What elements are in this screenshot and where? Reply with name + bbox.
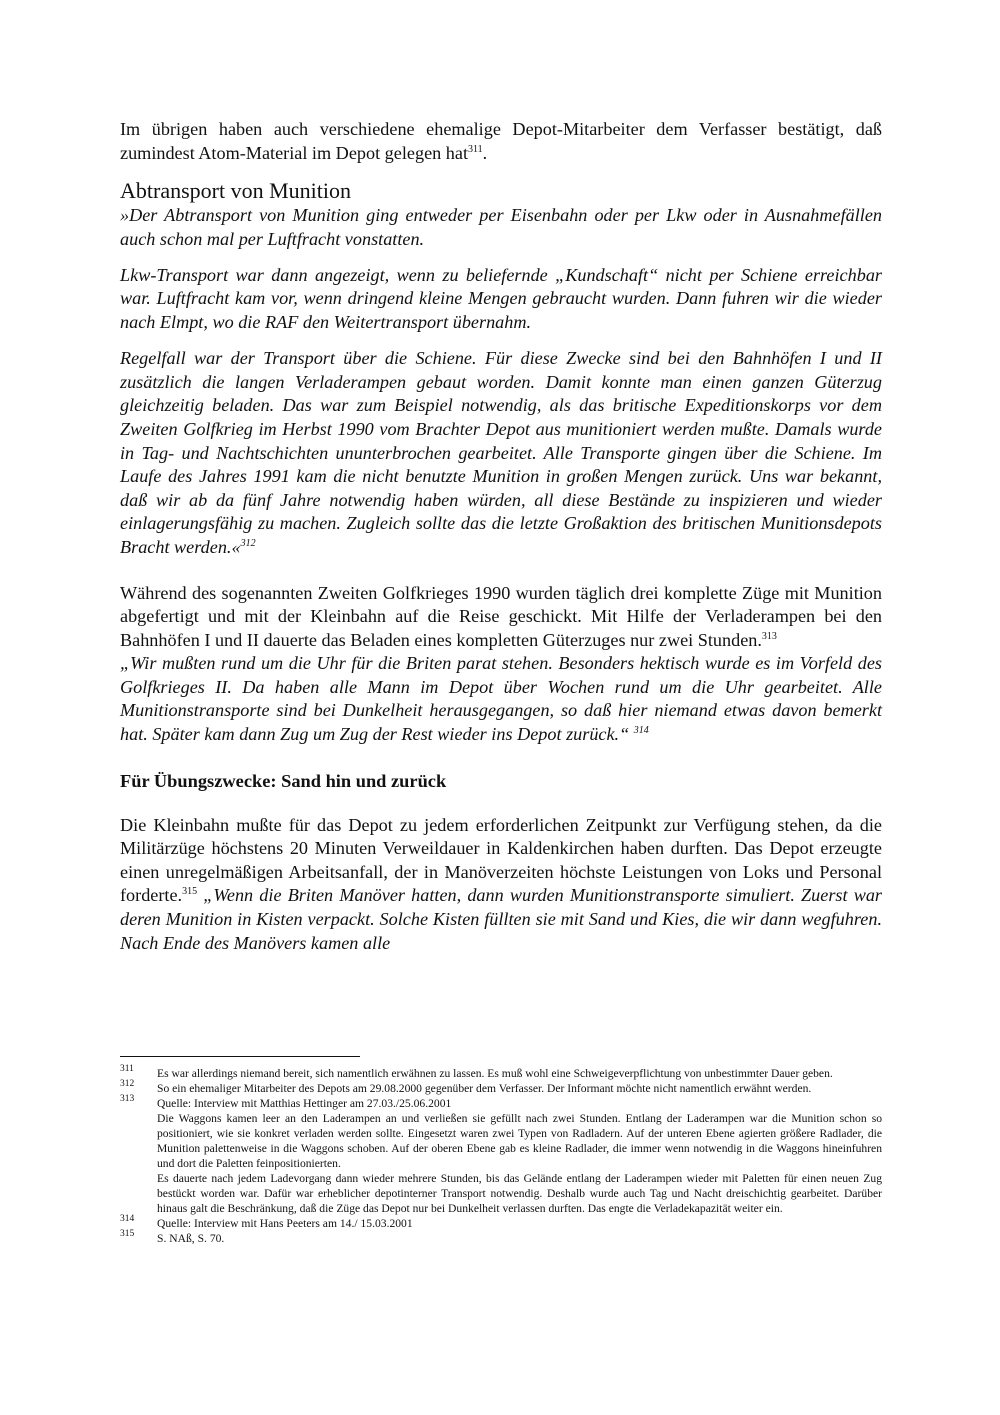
footnote-ref-313[interactable]: 313 [761,630,777,642]
footnote-number: 312 [120,1079,135,1089]
heading-abtransport: Abtransport von Munition [120,178,351,204]
footnote-315 [120,1231,882,1246]
quote-paragraph-2: Lkw-Transport war dann angezeigt, wenn zu beliefernde „Kundschaft“ nicht per Schiene erreichbar war. Luftfracht kam vor, wenn dringend kleine Mengen gebraucht wurden. Dann fuhren wir die wieder nach Elmpt, wo die RAF den Weitertransport übernahm. [120,264,882,333]
quote-paragraph-1: »Der Abtransport von Munition ging entweder per Eisenbahn oder per Lkw oder in Ausnahmefällen auch schon mal per Luftfracht vonstatten. [120,205,882,249]
footnote-313 [120,1096,882,1216]
golfkrieg-paragraph: Während des sogenannten Zweiten Golfkrieges 1990 wurden täglich drei komplette Züge mit Munition abgefertigt und mit der Kleinbahn auf die Reise geschickt. Mit Hilfe der Verladerampen bei den Bahnhöfen I und II dauerte das Beladen eines kompletten Güterzuges nur zwei Stunden.$^{313}$ [120,582,882,650]
intro-paragraph: Im übrigen haben auch verschiedene ehemalige Depot-Mitarbeiter dem Verfasser bestätigt, daß zumindest Atom-Material im Depot gelegen hat$^{311}$. [120,119,882,163]
footnote-text: S. NAß, S. 70. [157,1232,225,1245]
footnote-text: Es war allerdings niemand bereit, sich namentlich erwähnen zu lassen. Es muß wohl eine Schweigeverpflichtung von unbestimmter Dauer geben. [157,1067,833,1080]
footnote-ref-314[interactable]: 314 [633,725,649,736]
footnote-text: Die Waggons kamen leer an den Laderampen an und verließen sie gefüllt nach zwei Stunden. Entlang der Laderampen war die Munition schon so positioniert, wie sie konkret verladen werden sollte. Eingesetzt waren zwei Typen von Radladern. Auf der unteren Ebene agierten größere Radlader, die Munition palettenweise in die Waggons schoben. Auf der oberen Ebene gab es kleine Radlader, die immer wenn notwendig in die Waggons hineinfuhren und dort die Paletten feinpositionierten. [157,1112,882,1170]
footnote-312 [120,1081,882,1096]
footnote-text: Quelle: Interview mit Matthias Hettinger am 27.03./25.06.2001 [157,1097,452,1110]
quote-paragraph-3: Regelfall war der Transport über die Schiene. Für diese Zwecke sind bei den Bahnhöfen I und II zusätzlich die langen Verladerampen gebaut worden. Damit konnte man einen ganzen Güterzug gleichzeitig beladen. Das war zum Beispiel notwendig, als das britische Expeditionskorps vor dem Zweiten Golfkrieg im Herbst 1990 vom Brachter Depot aus munitioniert werden mußte. Damals wurde in Tag- und Nachtschichten ununterbrochen gearbeitet. Alle Transporte gingen über die Schiene. Im Laufe des Jahres 1991 kam die nicht benutzte Munition in großen Mengen zurück. Uns war bekannt, daß wir ab da fünf Jahre notwendig haben würden, all diese Bestände zu inspizieren und wieder einlagerungsfähig zu machen. Zugleich sollte das die letzte Großaktion des britischen Munitionsdepots Bracht werden.«$^{312}$ [120,348,882,557]
footnote-314 [120,1216,882,1231]
footnote-text: Quelle: Interview mit Hans Peeters am 14./ 15.03.2001 [157,1217,413,1230]
heading-uebungszwecke: Für Übungszwecke: Sand hin und zurück [120,770,447,791]
footnote-number: 311 [120,1064,134,1074]
kleinbahn-paragraph: Die Kleinbahn mußte für das Depot zu jedem erforderlichen Zeitpunkt zur Verfügung stehen, da die Militärzüge höchstens 20 Minuten Verweildauer in Kaldenkirchen haben durften. Das Depot erzeugte einen unregelmäßigen Arbeitsanfall, der in Manöverzeiten höchste Leistungen von Loks und Personal forderte.$^{315}$ „Wenn die Briten Manöver hatten, dann wurden Munitionstransporte simuliert. Zuerst war deren Munition in Kisten verpackt. Solche Kisten füllten sie mit Sand und Kies, die wir dann wegfuhren. Nach Ende des Manövers kamen alle [120,814,883,953]
footnote-text: Es dauerte nach jedem Ladevorgang dann wieder mehrere Stunden, bis das Gelände entlang der Laderampen wieder mit Paletten für einen neuen Zug bestückt worden war. Dafür war erheblicher depotinterner Transport notwendig. Deshalb wurde auch Tag und Nacht dreischichtig gearbeitet. Darüber hinaus galt die Beschränkung, daß die Züge das Depot nur bei Dunkelheit verlassen durften. Das engte die Verladekapazität weiter ein. [157,1172,882,1215]
footnotes [120,1066,882,1246]
footnote-311 [120,1066,882,1081]
footnote-ref-312[interactable]: 312 [240,537,256,549]
footnote-separator [120,1056,360,1057]
footnote-number: 313 [120,1094,135,1104]
footnote-ref-315[interactable]: 315 [182,886,198,898]
footnote-text: So ein ehemaliger Mitarbeiter des Depots am 29.08.2000 gegenüber dem Verfasser. Der Informant möchte nicht namentlich erwähnt werden. [157,1082,812,1095]
footnote-number: 314 [120,1214,135,1224]
quote-hettinger: „Wir mußten rund um die Uhr für die Briten parat stehen. Besonders hektisch wurde es im Vorfeld des Golfkrieges II. Da haben alle Mann im Depot über Wochen rund um die Uhr gearbeitet. Alle Munitionstransporte sind bei Dunkelheit herausgegangen, so daß hier niemand etwas davon bemerkt hat. Später kam dann Zug um Zug der Rest wieder ins Depot zurück.“ $^{314}$ [120,653,882,745]
footnote-ref-311[interactable]: 311 [468,143,483,155]
page-body [120,118,882,955]
footnote-number: 315 [120,1229,135,1239]
